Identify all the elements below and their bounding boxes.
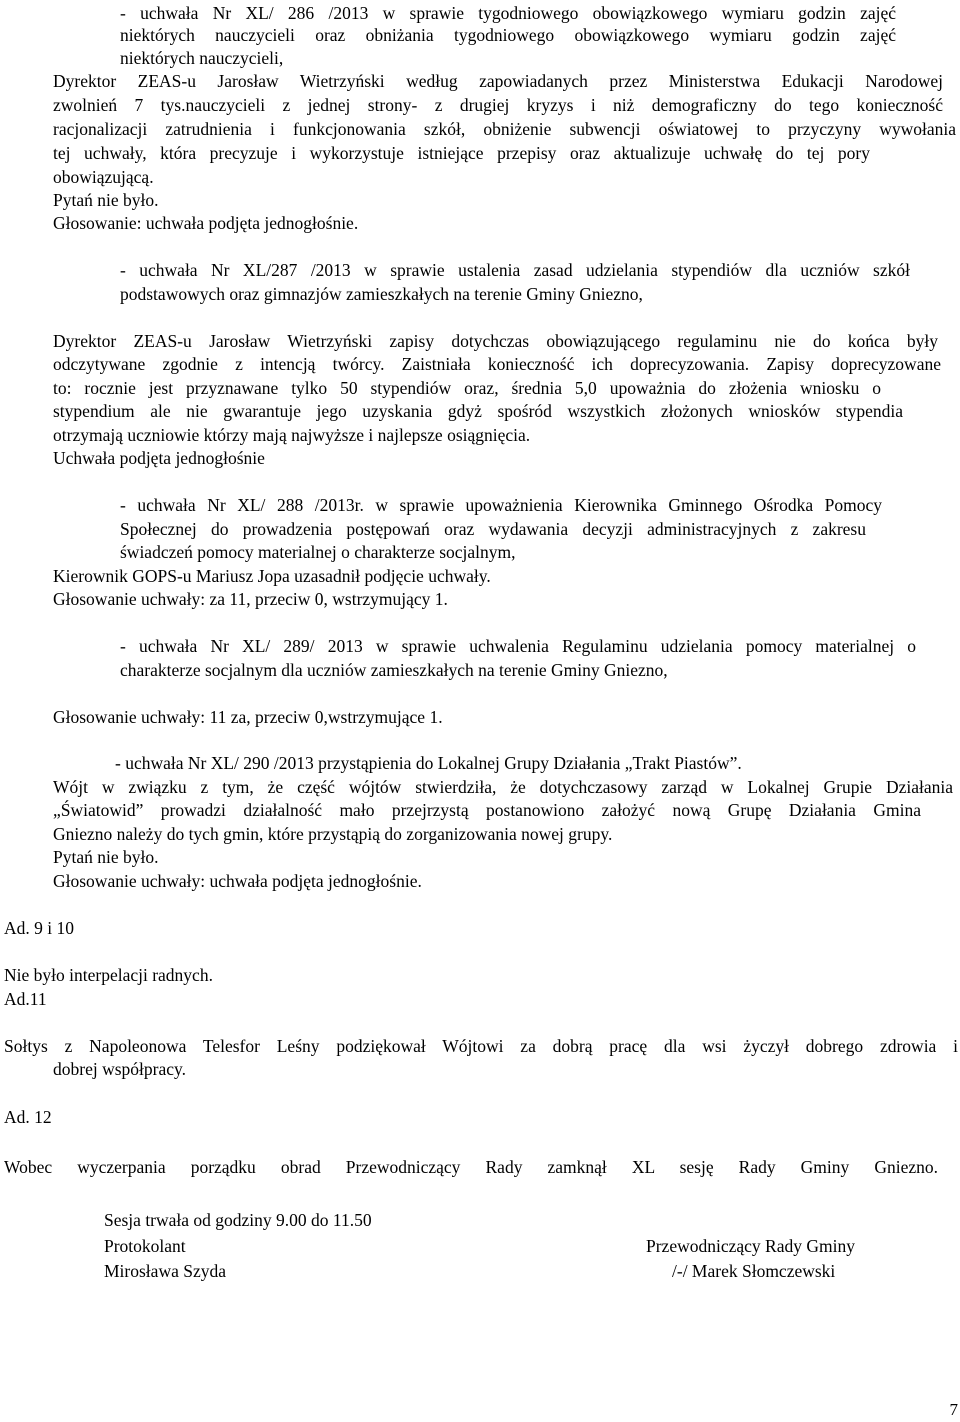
text-line: to: rocznie jest przyznawane tylko 50 stypendiów oraz, średnia 5,0 upoważnia do złożenia wniosku o	[53, 378, 881, 398]
text-line: niektórych nauczycieli,	[120, 48, 284, 68]
text-line: obowiązującą.	[53, 167, 154, 187]
text-line: niektórych nauczycieli oraz obniżania tygodniowego obowiązkowego wymiaru godzin zajęć	[120, 25, 896, 45]
text-line: stypendium ale nie gwarantuje jego uzyskania gdyż spośród wszystkich złożonych wniosków stypendia	[53, 401, 903, 421]
text-line: - uchwała Nr XL/ 286 /2013 w sprawie tygodniowego obowiązkowego wymiaru godzin zajęć	[120, 3, 896, 23]
section-heading: Ad. 9 i 10	[4, 918, 74, 938]
recorder-name: Mirosława Szyda	[104, 1261, 226, 1281]
text-line: Głosowanie uchwały: za 11, przeciw 0, wstrzymujący 1.	[53, 589, 448, 609]
chairman-signature: /-/ Marek Słomczewski	[672, 1261, 836, 1281]
text-line: świadczeń pomocy materialnej o charakterze socjalnym,	[120, 542, 516, 562]
text-line: Głosowanie uchwały: 11 za, przeciw 0,wstrzymujące 1.	[53, 707, 443, 727]
text-line: racjonalizacji zatrudnienia i funkcjonowania szkół, obniżenie subwencji oświatowej to przyczyny wywołania	[53, 119, 956, 139]
session-duration: Sesja trwała od godziny 9.00 do 11.50	[104, 1210, 372, 1230]
text-line: dobrej współpracy.	[53, 1059, 186, 1079]
text-line: - uchwała Nr XL/ 288 /2013r. w sprawie upoważnienia Kierownika Gminnego Ośrodka Pomocy	[120, 495, 882, 515]
text-line: odczytywane zgodnie z intencją twórcy. Zaistniała konieczność ich doprecyzowania. Zapisy doprecyzowane	[53, 354, 941, 374]
chairman-title: Przewodniczący Rady Gminy	[646, 1236, 855, 1256]
text-line: Dyrektor ZEAS-u Jarosław Wietrzyński według zapowiadanych przez Ministerstwa Edukacji Narodowej	[53, 71, 943, 91]
text-line: Sołtys z Napoleonowa Telesfor Leśny podziękował Wójtowi za dobrą pracę dla wsi życzył dobrego zdrowia i	[4, 1036, 958, 1056]
recorder-title: Protokolant	[104, 1236, 186, 1256]
text-line: Głosowanie: uchwała podjęta jednogłośnie.	[53, 213, 359, 233]
text-line: Kierownik GOPS-u Mariusz Jopa uzasadnił podjęcie uchwały.	[53, 566, 491, 586]
text-line: - uchwała Nr XL/ 290 /2013 przystąpienia do Lokalnej Grupy Działania „Trakt Piastów”.	[115, 753, 742, 773]
text-line: Wójt w związku z tym, że część wójtów stwierdziła, że dotychczasowy zarząd w Lokalnej Grupie Działania	[53, 777, 953, 797]
text-line: Dyrektor ZEAS-u Jarosław Wietrzyński zapisy dotychczas obowiązującego regulaminu nie do końca były	[53, 331, 938, 351]
text-line: charakterze socjalnym dla uczniów zamieszkałych na terenie Gminy Gniezno,	[120, 660, 668, 680]
text-line: Pytań nie było.	[53, 190, 159, 210]
text-line: Gniezno należy do tych gmin, które przystąpią do zorganizowania nowej grupy.	[53, 824, 613, 844]
page-number: 7	[949, 1400, 958, 1419]
section-heading: Ad. 12	[4, 1107, 52, 1127]
text-line: Głosowanie uchwały: uchwała podjęta jednogłośnie.	[53, 871, 422, 891]
text-line: Społecznej do prowadzenia postępowań oraz wydawania decyzji administracyjnych z zakresu	[120, 519, 866, 539]
text-line: Pytań nie było.	[53, 847, 159, 867]
text-line: zwolnień 7 tys.nauczycieli z jednej strony- z drugiej kryzys i niż demograficzny do tego konieczność	[53, 95, 943, 115]
text-line: Wobec wyczerpania porządku obrad Przewodniczący Rady zamknął XL sesję Rady Gminy Gniezno.	[4, 1157, 938, 1177]
text-line: - uchwała Nr XL/ 289/ 2013 w sprawie uchwalenia Regulaminu udzielania pomocy materialnej o	[120, 636, 916, 656]
text-line: Uchwała podjęta jednogłośnie	[53, 448, 265, 468]
text-line: Nie było interpelacji radnych.	[4, 965, 213, 985]
section-heading: Ad.11	[4, 989, 47, 1009]
text-line: otrzymają uczniowie którzy mają najwyższe i najlepsze osiągnięcia.	[53, 425, 531, 445]
text-line: „Światowid” prowadzi działalność mało przejrzystą postanowiono założyć nową Grupę Działania Gmina	[53, 800, 921, 820]
text-line: podstawowych oraz gimnazjów zamieszkałych na terenie Gminy Gniezno,	[120, 284, 643, 304]
text-line: tej uchwały, która precyzuje i wykorzystuje istniejące przepisy oraz aktualizuje uchwałę do tej pory	[53, 143, 870, 163]
text-line: - uchwała Nr XL/287 /2013 w sprawie ustalenia zasad udzielania stypendiów dla uczniów szkół	[120, 260, 910, 280]
